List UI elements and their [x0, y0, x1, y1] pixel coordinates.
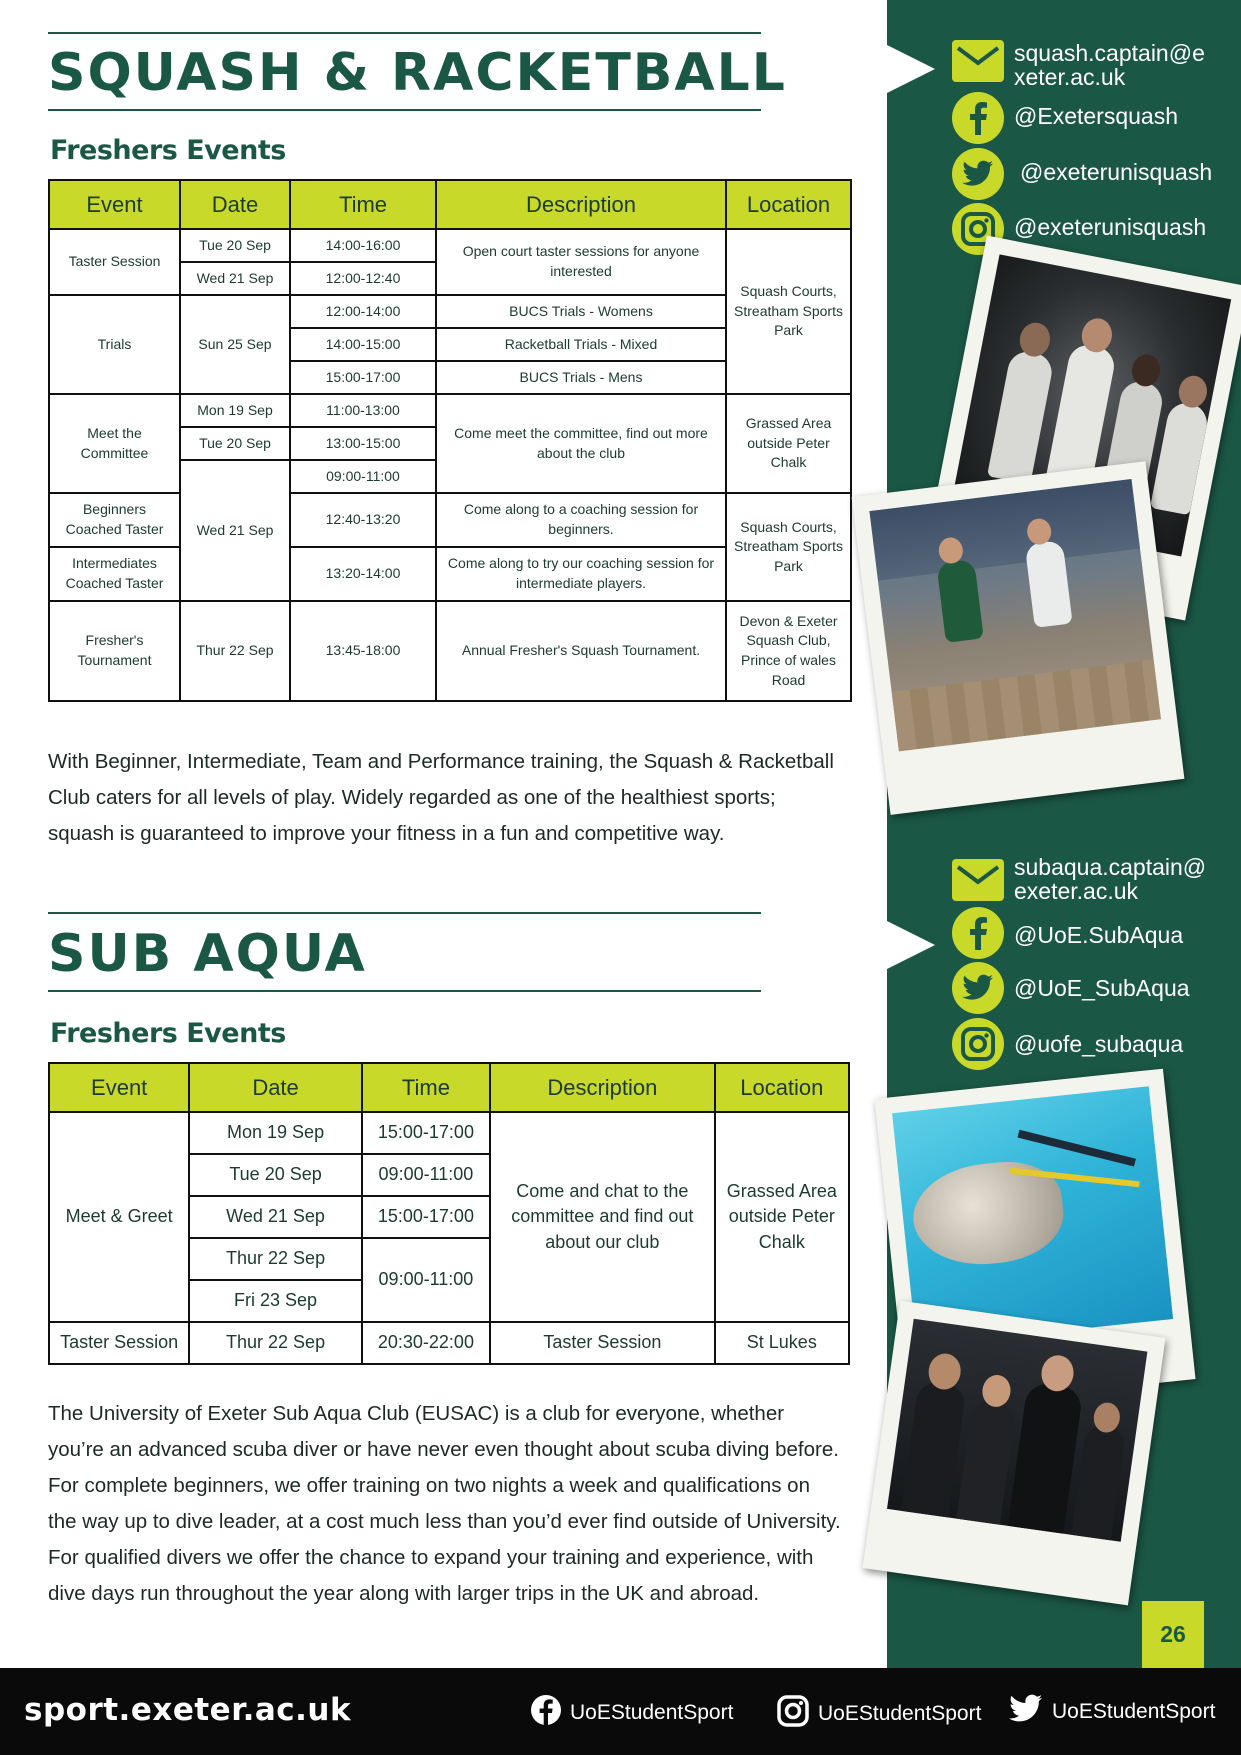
location-cell: Squash Courts, Streatham Sports Park [726, 229, 851, 394]
facebook-icon [952, 907, 1004, 959]
title-rule-top [48, 912, 761, 914]
description-cell: BUCS Trials - Womens [436, 295, 726, 328]
twitter-icon [952, 962, 1004, 1014]
footer-twitter[interactable] [1008, 1694, 1215, 1730]
table-row [49, 394, 851, 427]
title-rule-bottom [48, 990, 761, 992]
event-cell: Fresher's Tournament [49, 601, 180, 701]
col-time: Time [362, 1063, 490, 1112]
time-cell: 11:00-13:00 [290, 394, 436, 427]
squash-paragraph: With Beginner, Intermediate, Team and Performance training, the Squash & Racketball Club caters for all levels of play. Widely regarded as one of the healthiest sports; squash is guaranteed to improve your fitness in a fun and competitive way. [48, 750, 834, 845]
squash-facebook-handle[interactable]: @Exetersquash [1014, 103, 1178, 129]
location-cell: Squash Courts, Streatham Sports Park [726, 493, 851, 601]
subaqua-twitter-handle[interactable]: @UoE_SubAqua [1014, 975, 1190, 1001]
col-description: Description [490, 1063, 715, 1112]
event-cell: Intermediates Coached Taster [49, 547, 180, 601]
instagram-icon [952, 1018, 1004, 1070]
time-cell: 09:00-11:00 [290, 460, 436, 493]
col-description: Description [436, 180, 726, 229]
time-cell: 15:00-17:00 [362, 1196, 490, 1238]
page-number: 26 [1142, 1601, 1204, 1668]
event-cell: Meet the Committee [49, 394, 180, 493]
squash-email-line1[interactable]: squash.captain@e [1014, 40, 1205, 66]
subaqua-facebook-handle[interactable]: @UoE.SubAqua [1014, 922, 1184, 948]
event-cell: Beginners Coached Taster [49, 493, 180, 547]
time-cell: 20:30-22:00 [362, 1322, 490, 1364]
location-cell: Grassed Area outside Peter Chalk [715, 1112, 849, 1322]
description-cell: BUCS Trials - Mens [436, 361, 726, 394]
facebook-icon [530, 1694, 562, 1732]
squash-twitter-handle[interactable]: @exeterunisquash [1020, 159, 1213, 185]
description-cell: Come along to try our coaching session for intermediate players. [436, 547, 726, 601]
location-cell: St Lukes [715, 1322, 849, 1364]
twitter-icon [1008, 1694, 1044, 1730]
subaqua-events-table [48, 1062, 850, 1365]
time-cell: 12:00-14:00 [290, 295, 436, 328]
table-row [49, 601, 851, 701]
subaqua-paragraph: The University of Exeter Sub Aqua Club (EUSAC) is a club for everyone, whether you’re an advanced scuba diver or have never even thought about scuba diving before. For complete beginners, we offer training on two nights a week and qualifications on the way up to dive leader, at a cost much less than you’d ever find outside of University. For qualified divers we offer the chance to expand your training and experience, with dive days run throughout the year along with larger trips in the UK and abroad. [48, 1402, 841, 1605]
date-cell: Tue 20 Sep [180, 427, 290, 460]
date-cell: Tue 20 Sep [189, 1154, 361, 1196]
date-cell: Wed 21 Sep [180, 262, 290, 295]
time-cell: 09:00-11:00 [362, 1238, 490, 1322]
squash-title: SQUASH & RACKETBALL [48, 43, 787, 103]
subaqua-title: SUB AQUA [48, 924, 367, 984]
subaqua-instagram-handle[interactable]: @uofe_subaqua [1014, 1031, 1184, 1057]
footer-facebook[interactable] [530, 1694, 733, 1732]
subaqua-events-heading: Freshers Events [50, 1018, 286, 1049]
event-cell: Meet & Greet [49, 1112, 189, 1322]
subaqua-email-line2[interactable]: exeter.ac.uk [1014, 878, 1139, 904]
instagram-icon [776, 1694, 810, 1734]
time-cell: 15:00-17:00 [290, 361, 436, 394]
date-cell: Tue 20 Sep [180, 229, 290, 262]
date-cell: Wed 21 Sep [180, 460, 290, 601]
band-notch-top [887, 45, 935, 93]
location-cell: Grassed Area outside Peter Chalk [726, 394, 851, 493]
date-cell: Wed 21 Sep [189, 1196, 361, 1238]
time-cell: 14:00-16:00 [290, 229, 436, 262]
mail-icon [952, 859, 1004, 901]
col-location: Location [726, 180, 851, 229]
time-cell: 09:00-11:00 [362, 1154, 490, 1196]
footer-twitter-label: UoEStudentSport [1052, 1700, 1216, 1723]
date-cell: Mon 19 Sep [180, 394, 290, 427]
description-cell: Come along to a coaching session for beginners. [436, 493, 726, 547]
time-cell: 13:00-15:00 [290, 427, 436, 460]
footer-facebook-label: UoEStudentSport [570, 1701, 734, 1724]
time-cell: 14:00-15:00 [290, 328, 436, 361]
time-cell: 13:20-14:00 [290, 547, 436, 601]
date-cell: Thur 22 Sep [189, 1322, 361, 1364]
title-rule-bottom [48, 109, 761, 111]
description-cell: Taster Session [490, 1322, 715, 1364]
subaqua-team-photo [863, 1301, 1166, 1606]
event-cell: Trials [49, 295, 180, 394]
footer-website[interactable]: sport.exeter.ac.uk [24, 1692, 352, 1728]
time-cell: 12:40-13:20 [290, 493, 436, 547]
footer-instagram-label: UoEStudentSport [818, 1702, 982, 1725]
col-time: Time [290, 180, 436, 229]
date-cell: Thur 22 Sep [189, 1238, 361, 1280]
squash-email-line2[interactable]: xeter.ac.uk [1014, 64, 1126, 90]
table-header-row [49, 180, 851, 229]
event-cell: Taster Session [49, 229, 180, 295]
mail-icon [952, 40, 1004, 82]
description-cell: Annual Fresher's Squash Tournament. [436, 601, 726, 701]
date-cell: Sun 25 Sep [180, 295, 290, 394]
time-cell: 15:00-17:00 [362, 1112, 490, 1154]
date-cell: Mon 19 Sep [189, 1112, 361, 1154]
date-cell: Fri 23 Sep [189, 1280, 361, 1322]
table-row [49, 229, 851, 262]
event-cell: Taster Session [49, 1322, 189, 1364]
col-date: Date [189, 1063, 361, 1112]
squash-events-table [48, 179, 852, 702]
description-cell: Come and chat to the committee and find out about our club [490, 1112, 715, 1322]
date-cell: Thur 22 Sep [180, 601, 290, 701]
location-cell: Devon & Exeter Squash Club, Prince of wales Road [726, 601, 851, 701]
table-row [49, 1112, 849, 1154]
description-cell: Racketball Trials - Mixed [436, 328, 726, 361]
title-rule-top [48, 32, 761, 34]
col-date: Date [180, 180, 290, 229]
squash-match-photo [852, 461, 1185, 815]
footer-instagram[interactable] [776, 1694, 981, 1734]
description-cell: Come meet the committee, find out more about the club [436, 394, 726, 493]
col-location: Location [715, 1063, 849, 1112]
table-row [49, 1322, 849, 1364]
subaqua-email-line1[interactable]: subaqua.captain@ [1014, 854, 1207, 880]
description-cell: Open court taster sessions for anyone interested [436, 229, 726, 295]
squash-instagram-handle[interactable]: @exeterunisquash [1014, 214, 1207, 240]
facebook-icon [952, 92, 1004, 144]
time-cell: 12:00-12:40 [290, 262, 436, 295]
twitter-icon [952, 148, 1004, 200]
squash-events-heading: Freshers Events [50, 135, 286, 166]
col-event: Event [49, 1063, 189, 1112]
col-event: Event [49, 180, 180, 229]
band-notch-bottom [887, 921, 935, 969]
time-cell: 13:45-18:00 [290, 601, 436, 701]
table-header-row [49, 1063, 849, 1112]
